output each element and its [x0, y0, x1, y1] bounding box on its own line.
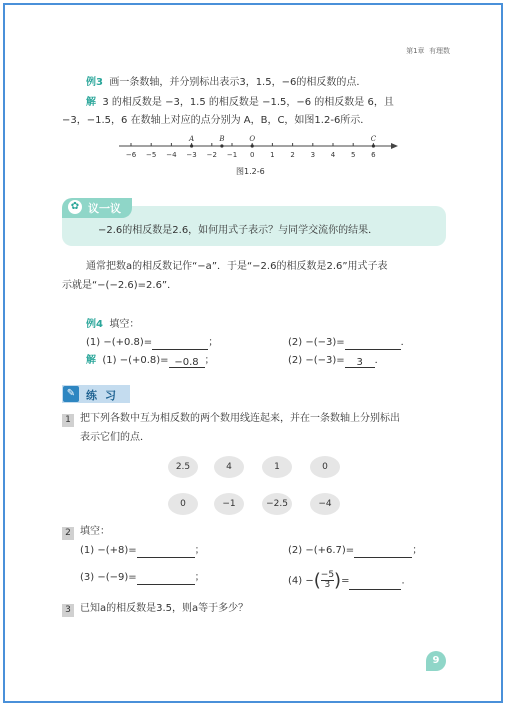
point-o [251, 144, 254, 147]
q2-part1-text: (1) −(+8)= [80, 545, 137, 556]
paragraph-line1: 通常把数a的相反数记作“−a”．于是“−2.6的相反数是2.6”用式子表 [86, 261, 388, 272]
point-label: B [219, 135, 225, 143]
question-number: 1 [62, 414, 74, 427]
practice-title: 练习 [86, 389, 124, 402]
blank-line [345, 338, 401, 350]
point-b [220, 144, 223, 147]
tick-label: 5 [350, 151, 356, 159]
answer-value: −0.8 [169, 356, 205, 368]
discuss-icon: ✿ [68, 200, 82, 214]
example3-solution-line1 [86, 96, 394, 110]
tick-label: −2 [206, 151, 217, 159]
solution-tag: 解 [86, 355, 96, 366]
tick-label: −1 [226, 151, 238, 159]
blank-line [137, 546, 195, 558]
question-number: 3 [62, 604, 74, 617]
question-number: 2 [62, 527, 74, 540]
point-label: O [249, 135, 256, 143]
example4-solution2: (2) −(−3)= 3 ． [288, 355, 385, 368]
tick-label: −3 [186, 151, 197, 159]
example3-solution-line2: −3，−1.5，6 在数轴上对应的点分别为 A，B，C，如图1.2-6所示． [62, 115, 371, 126]
fraction-denominator: 3 [321, 580, 334, 590]
number-line [119, 135, 398, 159]
blank-line [152, 338, 208, 350]
q1-line1: 把下列各数中互为相反数的两个数用线连起来，并在一条数轴上分别标出 [80, 413, 400, 424]
running-header [406, 46, 450, 56]
point-a [190, 144, 193, 147]
example3-question [86, 76, 366, 90]
tick-label: 4 [330, 151, 336, 159]
point-c [372, 144, 375, 147]
tick-label: 1 [270, 151, 275, 159]
q2-part4-text: (4) − [288, 575, 314, 587]
pencil-icon: ✎ [63, 386, 79, 402]
tick-label: −4 [166, 151, 177, 159]
tick-label: −5 [146, 151, 157, 159]
example4-part2: (2) −(−3)= ． [288, 337, 411, 348]
q2-part3-text: (3) −(−9)= [80, 572, 137, 583]
tick-label: 3 [310, 151, 316, 159]
example3-text: 画一条数轴，并分别标出表示3，1.5，−6的相反数的点． [109, 77, 367, 88]
q2-part4: (4) −( $\frac{-5}{3}$ )= ． [288, 569, 412, 591]
number-bubble: −1 [214, 493, 244, 515]
point-label: A [189, 135, 195, 143]
tick-label: 2 [290, 151, 295, 159]
example4-tag: 例4 [86, 319, 103, 330]
q3-text: 已知a的相反数是3.5，则a等于多少？ [80, 603, 249, 614]
fraction-numerator: 5 [328, 570, 335, 580]
q1-line2: 表示它们的点． [80, 432, 150, 443]
chapter-title: 有理数 [429, 47, 450, 55]
ex4-part2-text: (2) −(−3)= [288, 337, 345, 348]
fraction: $\frac{-5}{3}$ [320, 570, 335, 590]
ex4-part1-text: (1) −(+0.8)= [86, 337, 153, 348]
number-bubble: 0 [168, 493, 198, 515]
discuss-title: 议一议 [88, 202, 121, 215]
q2-part2-text: (2) −(+6.7)= [288, 545, 355, 556]
discuss-text: −2.6的相反数是2.6，如何用式子表示？与同学交流你的结果． [98, 225, 379, 236]
solution-tag: 解 [86, 97, 96, 108]
blank-line [349, 578, 401, 590]
number-bubble: −4 [310, 493, 340, 515]
q2-part3: (3) −(−9)= ； [80, 572, 205, 583]
number-bubble: 1 [262, 456, 292, 478]
answer-value: 3 [345, 356, 375, 368]
number-line-figure [115, 132, 400, 164]
example4-solution1: 解 (1) −(+0.8)= −0.8 ； [86, 355, 215, 368]
blank-line [354, 546, 412, 558]
number-bubble: 0 [310, 456, 340, 478]
number-bubble: 4 [214, 456, 244, 478]
ex4-sol1-text: (1) −(+0.8)= [102, 355, 169, 366]
q2-part2: (2) −(+6.7)= ； [288, 545, 423, 556]
example4-part1: (1) −(+0.8)= ； [86, 337, 219, 348]
example3-tag: 例3 [86, 77, 103, 88]
q2-part1: (1) −(+8)= ； [80, 545, 205, 556]
number-bubble: 2.5 [168, 456, 198, 478]
tick-label: −6 [125, 151, 137, 159]
example4-text: 填空： [109, 319, 140, 330]
blank-line [137, 573, 195, 585]
chapter-label: 第1章 [406, 47, 425, 55]
page-number: 9 [426, 651, 446, 671]
solution-text-1: 3 的相反数是 −3，1.5 的相反数是 −1.5，−6 的相反数是 6，且 [102, 97, 394, 108]
example4-question [86, 318, 139, 332]
point-label: C [370, 135, 377, 143]
figure-caption: 图1.2-6 [236, 167, 265, 176]
tick-label: 6 [371, 151, 376, 159]
number-bubble: −2.5 [262, 493, 292, 515]
tick-label: 0 [249, 151, 255, 159]
paragraph-line2: 示就是“−(−2.6)=2.6”． [62, 280, 178, 291]
q2-text: 填空： [80, 526, 110, 537]
ex4-sol2-text: (2) −(−3)= [288, 355, 345, 366]
axis-arrow [391, 143, 398, 149]
